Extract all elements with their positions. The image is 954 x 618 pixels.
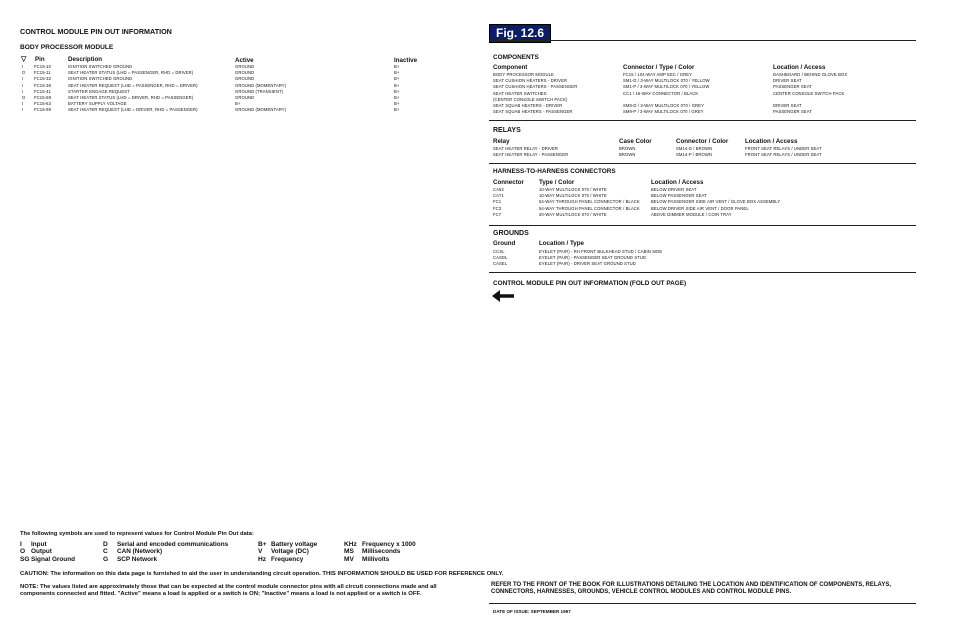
component-cell: BODY PROCESSOR MODULE (493, 72, 554, 77)
io-cell: I (22, 107, 24, 113)
description-cell: SEAT HEATER STATUS (LHD = PASSENGER, RHD = DRIVER) (68, 70, 194, 76)
harness-type-cell: 10-WAY MULTILOCK 070 / WHITE (539, 187, 607, 192)
harness-location-header: Location / Access (651, 179, 704, 186)
bottom-rule (489, 603, 916, 604)
harness-type-header: Type / Color (539, 179, 575, 186)
legend-key: KHz (344, 541, 357, 548)
active-cell: GROUND (235, 64, 255, 69)
inactive-cell: B+ (394, 95, 400, 100)
harness-connector-cell: CA52 (493, 187, 504, 192)
rule-components (489, 120, 916, 121)
legend-key: V (258, 548, 263, 556)
location-cell: DRIVER SEAT (773, 78, 802, 84)
inactive-cell: B+ (394, 107, 400, 113)
location-cell: PASSENGER SEAT (773, 109, 812, 115)
relay-connector-cell: SM14-D / BROWN (676, 146, 713, 151)
io-cell: I (22, 101, 24, 107)
component-cell: SEAT SQUAB HEATERS - DRIVER (493, 103, 563, 108)
inactive-cell: B+ (394, 76, 400, 82)
page-title: CONTROL MODULE PIN OUT INFORMATION (20, 27, 172, 36)
legend-intro: The following symbols are used to represent values for Control Module Pin Out data: (20, 531, 254, 537)
harness-type-cell: 20-WAY MULTILOCK 070 / WHITE (539, 211, 607, 217)
issue-date: DATE OF ISSUE: SEPTEMBER 1997 (493, 609, 571, 614)
inactive-cell: B+ (394, 64, 400, 69)
location-cell: PASSENGER SEAT (773, 84, 812, 90)
description-cell: STARTER ENGAGE REQUEST (68, 88, 130, 94)
relay-cell: SEAT HEATER RELAY - PASSENGER (493, 152, 569, 158)
location-cell: DASHBOARD / BEHIND GLOVE BOX (773, 72, 848, 77)
harness-location-cell: BELOW PASSENGER SEAT (651, 193, 707, 199)
legend-value: Voltage (DC) (271, 548, 309, 556)
legend-value: Battery voltage (271, 541, 318, 548)
io-cell: O (22, 95, 26, 100)
rule-grounds (489, 272, 916, 273)
inactive-header: Inactive (394, 57, 418, 64)
case-color-cell: BROWN (619, 146, 636, 151)
active-cell: B+ (235, 101, 241, 107)
pin-cell: FC15-11 (34, 70, 51, 76)
io-cell: I (22, 88, 24, 94)
legend-value: Serial and encoded communications (117, 541, 229, 548)
description-cell: SEAT HEATER REQUEST (LHD = PASSENGER, RHD = DRIVER) (68, 82, 198, 88)
ground-cell: CASDL (493, 255, 508, 261)
legend-key: C (103, 548, 108, 556)
component-cell: SEAT HEATER SWITCHES (493, 90, 547, 96)
connector-cell: SM9-D / 3-WAY MULTILOCK 070 / GREY (623, 103, 704, 108)
component-header: Component (493, 64, 528, 71)
inactive-cell: B+ (394, 70, 400, 76)
connector-cell: CC1 / 16-WAY CONNECTOR / BLACK (623, 90, 699, 96)
component-cell: (CENTER CONSOLE SWITCH PACK) (493, 96, 568, 102)
location-cell: DRIVER SEAT (773, 103, 802, 108)
pin-cell: FC15-63 (34, 101, 51, 107)
fold-out-title: CONTROL MODULE PIN OUT INFORMATION (FOLD OUT PAGE) (493, 280, 687, 287)
active-cell: GROUND (235, 70, 255, 76)
harness-connector-cell: FC3 (493, 205, 502, 211)
description-cell: SEAT HEATER STATUS (LHD = DRIVER, RHD = PASSENGER) (68, 95, 194, 100)
legend-key: MV (344, 555, 354, 563)
harness-location-cell: BELOW DRIVER SIDE AIR VENT / DOOR PANEL (651, 205, 749, 211)
relay-header: Relay (493, 138, 510, 145)
relay-connector-header: Connector / Color (676, 138, 729, 145)
legend-key: B+ (258, 541, 267, 548)
io-cell: O (22, 70, 26, 76)
pin-cell: FC15-10 (34, 64, 51, 69)
legend-key: Hz (258, 555, 267, 563)
symbol-header: ▽ (21, 56, 27, 63)
inactive-cell: B+ (394, 82, 400, 88)
connector-header: Connector / Type / Color (623, 64, 695, 71)
pin-cell: FC15-36 (34, 82, 51, 88)
relay-connector-cell: SM14-P / BROWN (676, 152, 712, 158)
arrow-left-icon[interactable] (492, 289, 514, 307)
ground-location-cell: EYELET (PAIR) - DRIVER SEAT GROUND STUD (539, 261, 636, 267)
ground-cell: CCSL (493, 249, 505, 254)
harness-location-cell: ABOVE DIMMER MODULE / COIN TRAY (651, 211, 732, 217)
harness-location-cell: BELOW DRIVER SEAT (651, 187, 697, 192)
module-title: BODY PROCESSOR MODULE (20, 44, 114, 51)
harness-connector-cell: FC1 (493, 199, 502, 205)
legend-key: O (20, 548, 26, 556)
pin-header: Pin (35, 56, 45, 63)
case-color-header: Case Color (619, 138, 652, 145)
component-cell: SEAT CUSHION HEATERS - DRIVER (493, 78, 568, 84)
legend-key: MS (344, 548, 354, 556)
harness-type-cell: 10-WAY MULTILOCK 070 / WHITE (539, 193, 607, 199)
relay-location-cell: FRONT SEAT RELAYS / UNDER SEAT (745, 146, 822, 151)
legend-value: CAN (Network) (117, 548, 163, 556)
legend-key: I (20, 541, 22, 548)
io-cell: I (22, 64, 24, 69)
refer-text: REFER TO THE FRONT OF THE BOOK FOR ILLUSTRATIONS DETAILING THE LOCATION AND IDENTIFICATION OF COMPONENTS, RELAYS, CONNECTORS, HARNESSES, GROUNDS, VEHICLE CONTROL MODULES AND CONTROL MODULE PINS. (491, 582, 891, 595)
legend-value: SCP Network (117, 555, 158, 563)
description-cell: IGNITION SWITCHED GROUND (68, 64, 133, 69)
rule-relays (489, 163, 916, 164)
harness-title: HARNESS-TO-HARNESS CONNECTORS (493, 168, 616, 175)
rule-harness (489, 225, 916, 226)
pin-cell: FC15-98 (34, 107, 51, 113)
legend-value: Frequency (271, 555, 304, 563)
legend-key: SG (20, 555, 30, 563)
legend-value: Milliseconds (362, 548, 401, 556)
relay-location-cell: FRONT SEAT RELAYS / UNDER SEAT (745, 152, 822, 158)
ground-location-cell: EYELET (PAIR) - PASSENGER SEAT GROUND STUD (539, 255, 647, 261)
io-cell: I (22, 82, 24, 88)
description-cell: BATTERY SUPPLY VOLTAGE (68, 101, 127, 107)
connector-cell: SM1-P / 3-WAY MULTILOCK 070 / YELLOW (623, 84, 710, 90)
top-rule (489, 40, 916, 41)
pin-cell: FC15-41 (34, 88, 51, 94)
relay-cell: SEAT HEATER RELAY - DRIVER (493, 146, 559, 151)
ground-header: Ground (493, 240, 516, 247)
connector-cell: SM1-D / 3-WAY MULTILOCK 070 / YELLOW (623, 78, 710, 84)
active-cell: GROUND (235, 95, 255, 100)
relays-title: RELAYS (493, 127, 521, 134)
legend-value: Output (31, 548, 52, 556)
harness-type-cell: 54-WAY THROUGH PANEL CONNECTOR / BLACK (539, 199, 640, 205)
note-text: NOTE: The values listed are approximately those that can be expected at the control module connector pins with all circuit connections made and all components connected and fitted. "Active" means a load is applied or a switch is ON; "Inactive" means a load is not applied or a switch is OFF. (20, 584, 437, 597)
active-cell: GROUND (MOMENTARY) (235, 107, 287, 113)
component-cell: SEAT CUSHION HEATERS - PASSENGER (493, 84, 578, 90)
inactive-cell: B+ (394, 88, 400, 94)
connector-cell: SM9-P / 3-WAY MULTILOCK 070 / GREY (623, 109, 704, 115)
legend-value: Input (31, 541, 47, 548)
pin-cell: FC15-59 (34, 95, 51, 100)
case-color-cell: BROWN (619, 152, 636, 158)
active-cell: GROUND (TRANSIENT) (235, 88, 284, 94)
ground-cell: CASEL (493, 261, 508, 267)
legend-value: Signal Ground (31, 555, 76, 563)
active-header: Active (235, 57, 254, 64)
component-cell: SEAT SQUAB HEATERS - PASSENGER (493, 109, 573, 115)
harness-type-cell: 54-WAY THROUGH PANEL CONNECTOR / BLACK (539, 205, 640, 211)
description-cell: IGNITION SWITCHED GROUND (68, 76, 133, 82)
grounds-title: GROUNDS (493, 230, 529, 237)
harness-connector-cell: CA71 (493, 193, 504, 199)
inactive-cell: B+ (394, 101, 400, 107)
components-title: COMPONENTS (493, 54, 539, 61)
active-cell: GROUND (235, 76, 255, 82)
ground-location-header: Location / Type (539, 240, 584, 247)
location-header: Location / Access (773, 64, 826, 71)
legend-value: Millivolts (362, 555, 390, 563)
legend-key: G (103, 555, 109, 563)
pin-cell: FC15-32 (34, 76, 51, 82)
harness-connector-header: Connector (493, 179, 524, 186)
connector-cell: FC15 / 104-WAY AMP EEC / GREY (623, 72, 693, 77)
figure-label: Fig. 12.6 (489, 24, 551, 43)
active-cell: GROUND (MOMENTARY) (235, 82, 287, 88)
legend-key: D (103, 541, 108, 548)
legend-value: Frequency x 1000 (362, 541, 416, 548)
location-cell: CENTER CONSOLE SWITCH PACK (773, 90, 845, 96)
caution-text: CAUTION: The information on this data page is furnished to aid the user in understanding circuit operation. THIS INFORMATION SHOULD BE USED FOR REFERENCE ONLY. (20, 571, 504, 577)
description-cell: SEAT HEATER REQUEST (LHD = DRIVER, RHD = PASSENGER) (68, 107, 198, 113)
relay-location-header: Location / Access (745, 138, 798, 145)
harness-location-cell: BELOW PASSENGER SIDE AIR VENT / GLOVE BOX ASSEMBLY (651, 199, 781, 205)
io-cell: I (22, 76, 24, 82)
harness-connector-cell: FC7 (493, 211, 502, 217)
ground-location-cell: EYELET (PAIR) - RH FRONT BULKHEAD STUD / CABIN SIDE (539, 249, 663, 254)
description-header: Description (68, 56, 103, 63)
